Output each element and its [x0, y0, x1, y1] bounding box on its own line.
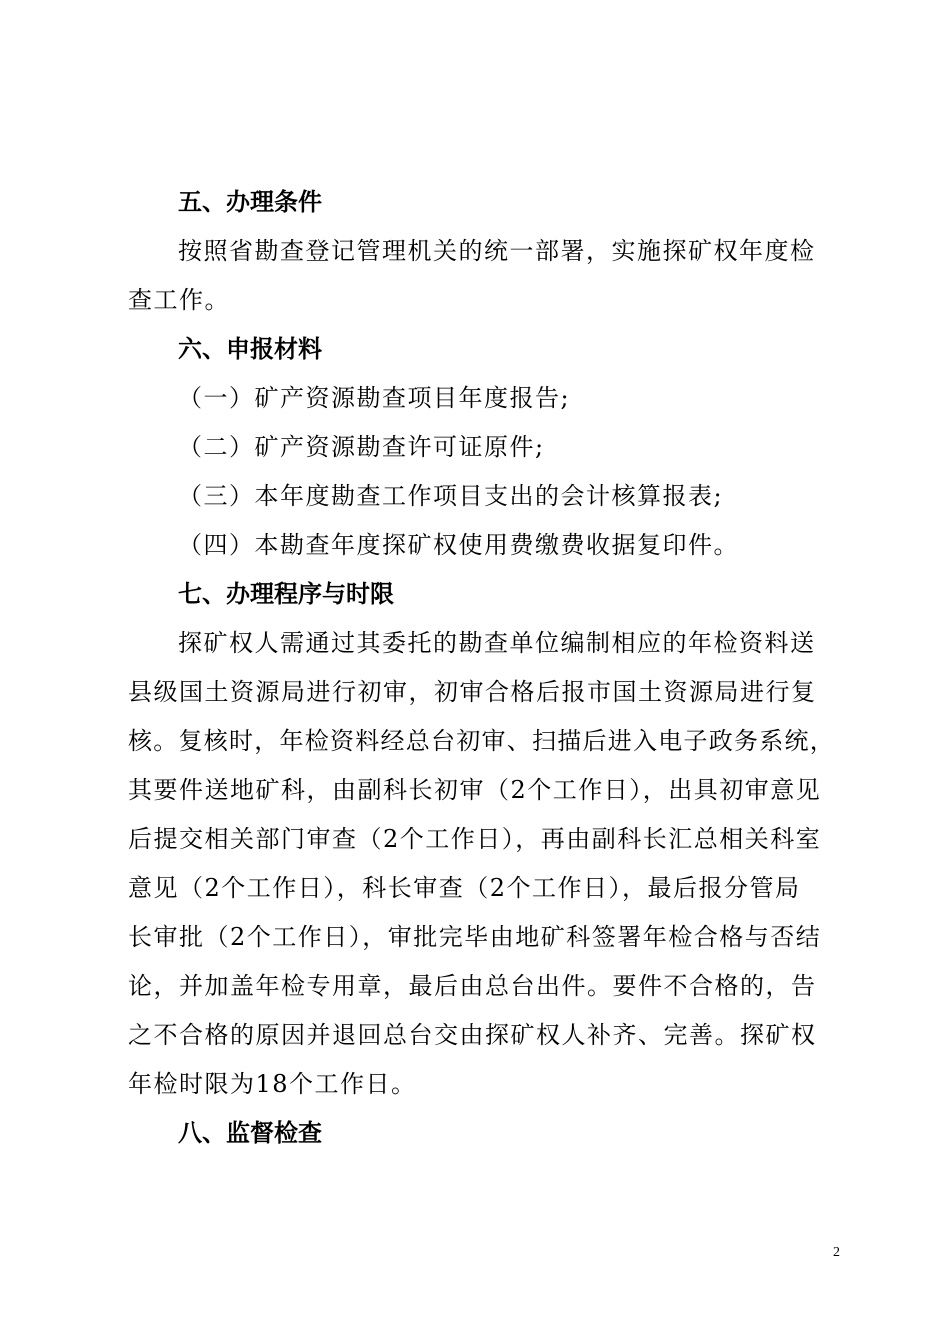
document-body — [128, 178, 838, 1158]
body-line: 论，并加盖年检专用章，最后由总台出件。要件不合格的，告 — [128, 972, 817, 1000]
body-line: 探矿权人需通过其委托的勘查单位编制相应的年检资料送 — [178, 629, 816, 657]
section-heading-materials: 六、申报材料 — [178, 335, 322, 363]
list-item: （一）矿产资源勘查项目年度报告; — [178, 384, 571, 412]
section-heading-procedure: 七、办理程序与时限 — [178, 580, 394, 608]
body-line: 意见（2个工作日），科长审查（2个工作日），最后报分管局 — [128, 874, 801, 902]
body-line: 长审批（2个工作日），审批完毕由地矿科签署年检合格与否结 — [128, 923, 822, 951]
body-line: 后提交相关部门审查（2个工作日），再由副科长汇总相关科室 — [128, 825, 822, 853]
body-line: 其要件送地矿科，由副科长初审（2个工作日），出具初审意见 — [128, 776, 822, 804]
page-number: 2 — [833, 1245, 840, 1260]
body-line: 按照省勘查登记管理机关的统一部署，实施探矿权年度检 — [178, 237, 816, 265]
section-heading-conditions: 五、办理条件 — [178, 188, 322, 216]
body-line: 年检时限为18个工作日。 — [128, 1070, 417, 1098]
body-line: 县级国土资源局进行初审，初审合格后报市国土资源局进行复 — [128, 678, 817, 706]
body-line: 查工作。 — [128, 286, 230, 314]
section-heading-supervision: 八、监督检查 — [178, 1119, 322, 1147]
list-item: （二）矿产资源勘查许可证原件; — [178, 433, 545, 461]
list-item: （四）本勘查年度探矿权使用费缴费收据复印件。 — [178, 531, 739, 559]
list-item: （三）本年度勘查工作项目支出的会计核算报表; — [178, 482, 724, 510]
body-line: 之不合格的原因并退回总台交由探矿权人补齐、完善。探矿权 — [128, 1021, 817, 1049]
body-line: 核。复核时，年检资料经总台初审、扫描后进入电子政务系统， — [128, 727, 835, 755]
